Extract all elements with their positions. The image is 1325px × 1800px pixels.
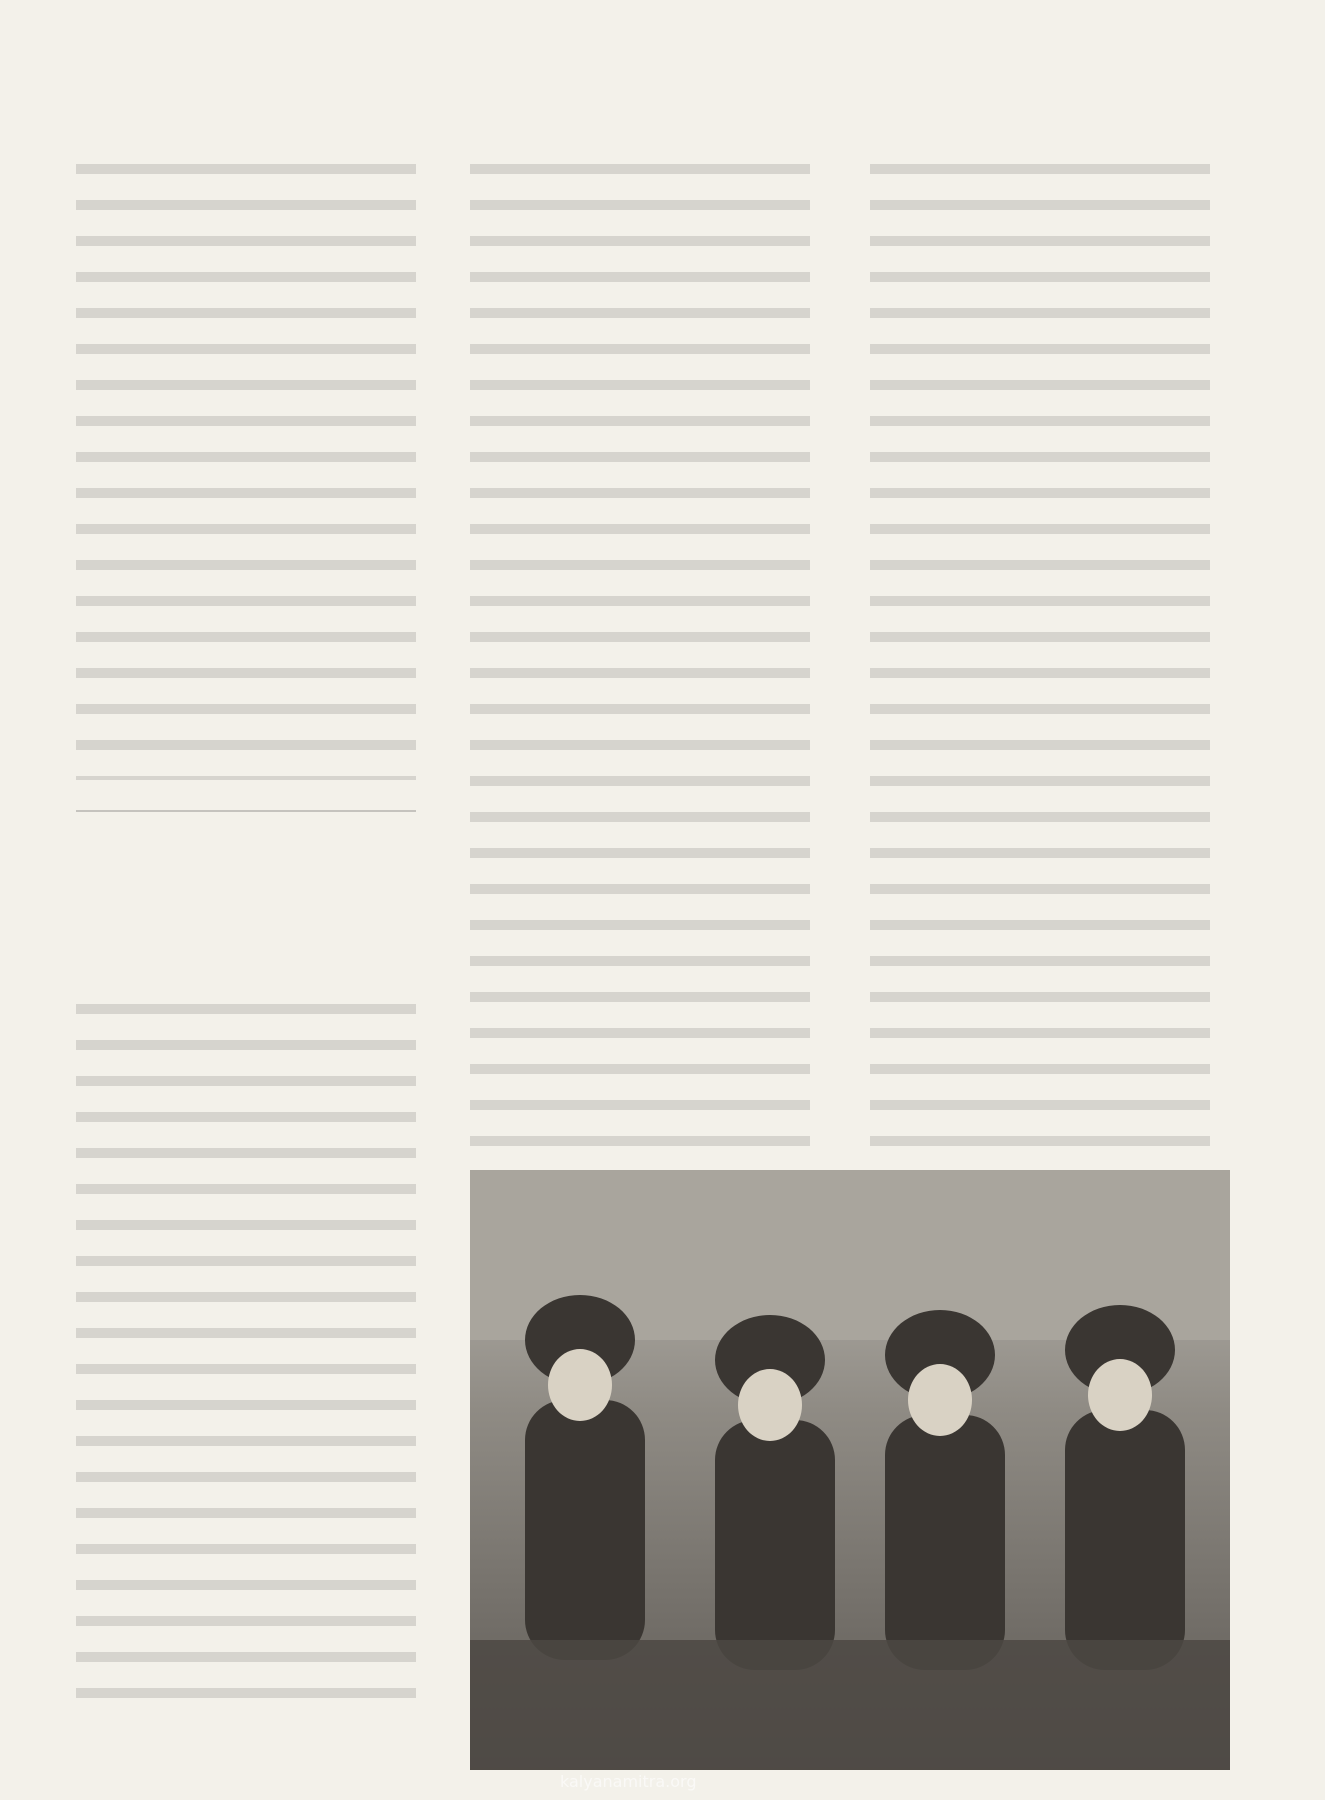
text-block-placeholder: [76, 990, 416, 1700]
text-block-placeholder: [76, 150, 416, 780]
section-heading-area: [76, 810, 416, 962]
text-block-placeholder: [870, 150, 1210, 1150]
meditating-women-photo: [470, 1170, 1230, 1770]
watermark: kalyanamitra.org: [560, 1772, 697, 1791]
text-column-1: [76, 150, 416, 1700]
text-column-2: [470, 150, 810, 1170]
text-column-3: [870, 150, 1210, 1170]
text-block-placeholder: [470, 150, 810, 1150]
